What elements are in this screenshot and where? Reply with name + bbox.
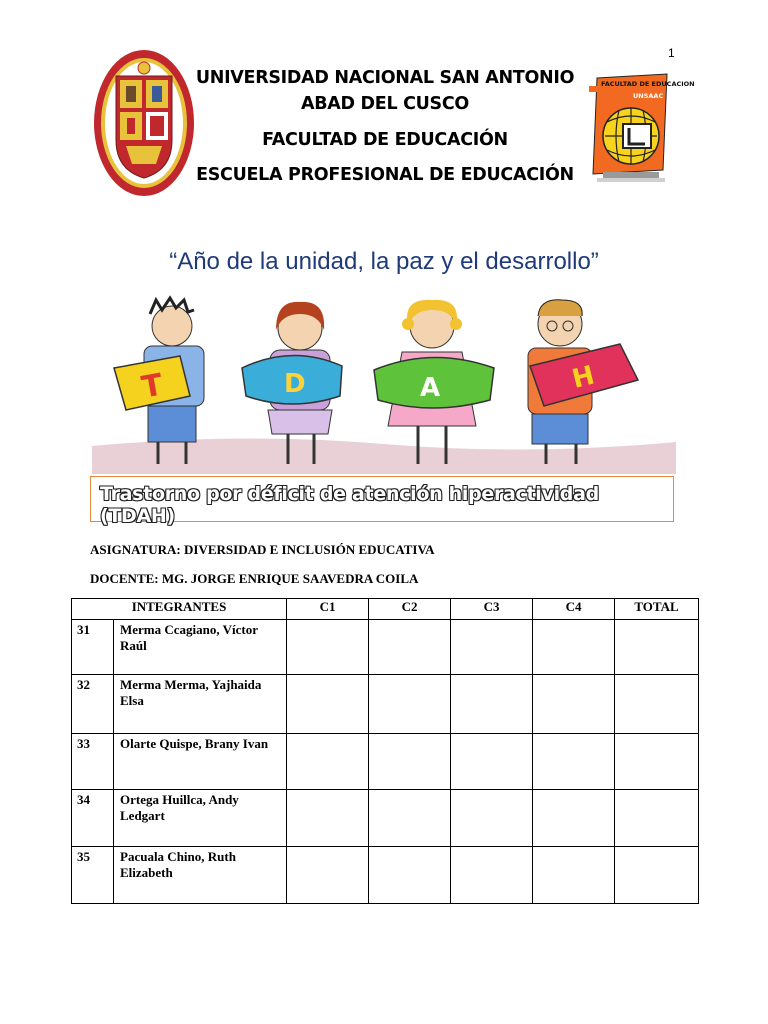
table-header-row	[72, 599, 699, 620]
teacher-line: DOCENTE: MG. JORGE ENRIQUE SAAVEDRA COILA	[90, 571, 419, 586]
university-name-line2: ABAD DEL CUSCO	[301, 94, 469, 114]
score-c3	[451, 675, 533, 734]
score-c1	[287, 675, 369, 734]
member-name: Merma Merma, Yajhaida Elsa	[114, 675, 287, 734]
letter-a: A	[420, 373, 441, 403]
score-c1	[287, 734, 369, 790]
faculty-name: FACULTAD DE EDUCACIÓN	[262, 130, 508, 150]
score-c1	[287, 620, 369, 675]
school-name: ESCUELA PROFESIONAL DE EDUCACIÓN	[196, 165, 574, 185]
header-integrantes: INTEGRANTES	[72, 599, 287, 620]
table-row	[72, 675, 699, 734]
score-c3	[451, 734, 533, 790]
score-c4	[533, 620, 615, 675]
member-number: 35	[72, 847, 114, 904]
score-c4	[533, 790, 615, 847]
year-motto: “Año de la unidad, la paz y el desarrollo”	[169, 248, 599, 275]
score-c2	[369, 734, 451, 790]
score-c1	[287, 790, 369, 847]
faculty-logo-title: FACULTAD DE EDUCACION	[601, 80, 695, 88]
header-c3: C3	[451, 599, 533, 620]
score-total	[615, 734, 699, 790]
score-c1	[287, 847, 369, 904]
header-c2: C2	[369, 599, 451, 620]
grades-table	[71, 598, 699, 904]
member-number: 34	[72, 790, 114, 847]
subject-line: ASIGNATURA: DIVERSIDAD E INCLUSIÓN EDUCATIVA	[90, 542, 435, 557]
faculty-logo-unsaac: UNSAAC	[633, 92, 664, 100]
score-total	[615, 620, 699, 675]
score-c3	[451, 847, 533, 904]
score-c2	[369, 847, 451, 904]
score-c4	[533, 734, 615, 790]
score-total	[615, 790, 699, 847]
score-total	[615, 847, 699, 904]
topic-title: Trastorno por déficit de atención hiperactividad (TDAH)	[100, 483, 599, 527]
score-c4	[533, 675, 615, 734]
table-row	[72, 734, 699, 790]
letter-h: H	[569, 360, 598, 395]
header-total: TOTAL	[615, 599, 699, 620]
university-name-line1: UNIVERSIDAD NACIONAL SAN ANTONIO	[195, 68, 575, 88]
member-name: Pacuala Chino, Ruth Elizabeth	[114, 847, 287, 904]
score-c2	[369, 620, 451, 675]
table-row	[72, 620, 699, 675]
member-number: 31	[72, 620, 114, 675]
score-c3	[451, 620, 533, 675]
tdah-children-illustration	[92, 296, 676, 474]
university-seal-logo	[92, 48, 196, 198]
member-number: 33	[72, 734, 114, 790]
score-c2	[369, 675, 451, 734]
table-row	[72, 847, 699, 904]
score-c3	[451, 790, 533, 847]
page-number: 1	[668, 46, 675, 60]
member-number: 32	[72, 675, 114, 734]
member-name: Merma Ccagiano, Víctor Raúl	[114, 620, 287, 675]
member-name: Ortega Huillca, Andy Ledgart	[114, 790, 287, 847]
header-c1: C1	[287, 599, 369, 620]
member-name: Olarte Quispe, Brany Ivan	[114, 734, 287, 790]
score-c4	[533, 847, 615, 904]
topic-title-box	[90, 476, 674, 527]
header-c4: C4	[533, 599, 615, 620]
table-row	[72, 790, 699, 847]
letter-d: D	[284, 369, 306, 399]
faculty-of-education-logo	[587, 70, 695, 188]
score-total	[615, 675, 699, 734]
letter-t: T	[139, 367, 166, 406]
score-c2	[369, 790, 451, 847]
